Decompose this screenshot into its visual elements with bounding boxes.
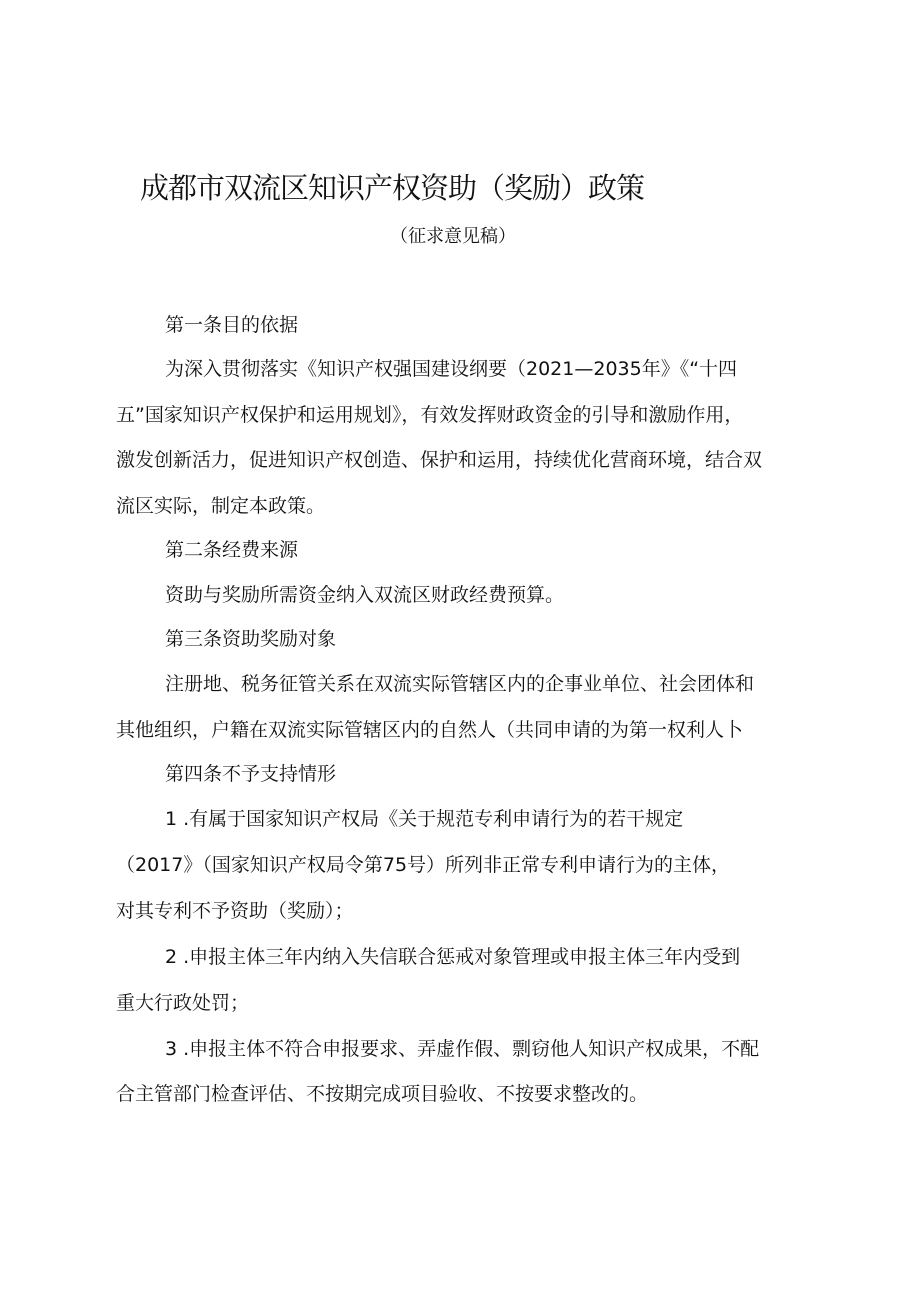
article-3-heading: 第三条资助奖励对象 — [165, 628, 337, 650]
paragraph-line: 注册地、税务征管关系在双流实际管辖区内的企事业单位、社会团体和 — [165, 673, 755, 695]
paragraph-line: 流区实际，制定本政策。 — [116, 495, 326, 517]
list-item-line: （2017》（国家知识产权局令第75号）所列非正常专利申请行为的主体， — [116, 854, 731, 876]
list-item-line: 1 .有属于国家知识产权局《关于规范专利申请行为的若干规定 — [165, 808, 684, 830]
article-2-heading: 第二条经费来源 — [165, 539, 299, 561]
article-4-heading: 第四条不予支持情形 — [165, 763, 337, 785]
list-item-line: 2 .申报主体三年内纳入失信联合惩戒对象管理或申报主体三年内受到 — [165, 946, 741, 968]
list-item-line: 对其专利不予资助（奖励）； — [116, 900, 354, 922]
list-item-line: 3 .申报主体不符合申报要求、弄虚作假、剽窃他人知识产权成果，不配 — [165, 1038, 760, 1060]
paragraph-line: 其他组织，户籍在双流实际管辖区内的自然人（共同申请的为第一权利人卜 — [116, 719, 744, 741]
document-subtitle: （征求意见稿） — [390, 226, 516, 247]
paragraph-line: 五”国家知识产权保护和运用规划》，有效发挥财政资金的引导和激励作用， — [116, 404, 744, 426]
paragraph-line: 激发创新活力，促进知识产权创造、保护和运用，持续优化营商环境，结合双 — [116, 449, 763, 471]
paragraph-line: 为深入贯彻落实《知识产权强国建设纲要（2021—2035年》《“十四 — [165, 358, 738, 380]
paragraph-line: 资助与奖励所需资金纳入双流区财政经费预算。 — [165, 584, 565, 606]
list-item-line: 重大行政处罚； — [116, 992, 250, 1014]
document-title: 成都市双流区知识产权资助（奖励）政策 — [140, 171, 645, 205]
article-1-heading: 第一条目的依据 — [165, 314, 299, 336]
list-item-line: 合主管部门检查评估、不按期完成项目验收、不按要求整改的。 — [116, 1083, 649, 1105]
